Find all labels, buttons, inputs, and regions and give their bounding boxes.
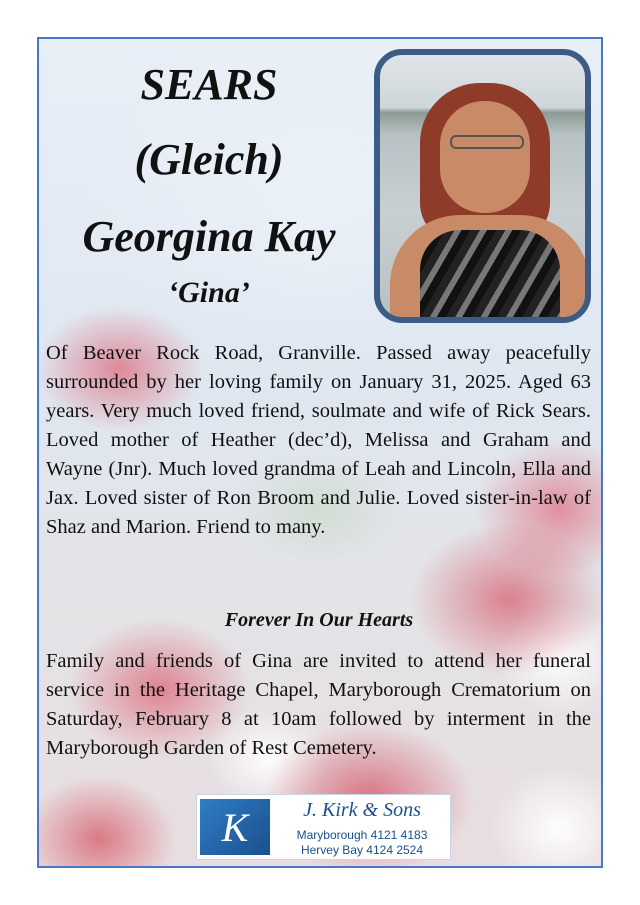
maiden-name: (Gleich)	[134, 135, 284, 184]
portrait-photo	[374, 49, 591, 323]
notice-paragraph: Of Beaver Rock Road, Granville. Passed away peacefully surrounded by her loving family on January 31, 2025. Aged 63 years. Very much loved friend, soulmate and wife of Rick Sears. Loved mother of Heather (dec’d), Melissa and Graham and Wayne (Jnr). Much loved grandma of Leah and Lincoln, Ella and Jax. Loved sister of Ron Broom and Julie. Loved sister-in-law of Shaz and Marion. Friend to many.	[46, 342, 591, 538]
director-phone-maryborough: Maryborough 4121 4183	[296, 828, 428, 842]
funeral-details: Family and friends of Gina are invited to attend her funeral service in the Heritage Chapel, Maryborough Crematorium on Saturday, February 8 at 10am followed by interment in the Maryborough Garden of Rest Cemetery.	[46, 650, 591, 759]
given-names: Georgina Kay	[82, 212, 336, 261]
surname: SEARS	[140, 60, 278, 109]
nickname: ‘Gina’	[168, 276, 250, 309]
tagline: Forever In Our Hearts	[224, 609, 414, 631]
director-name: J. Kirk & Sons	[303, 799, 421, 821]
director-phone-hervey-bay: Hervey Bay 4124 2524	[300, 843, 424, 857]
notice-frame	[37, 37, 603, 868]
funeral-director-logo	[196, 794, 451, 860]
logo-mark: K	[200, 799, 270, 855]
